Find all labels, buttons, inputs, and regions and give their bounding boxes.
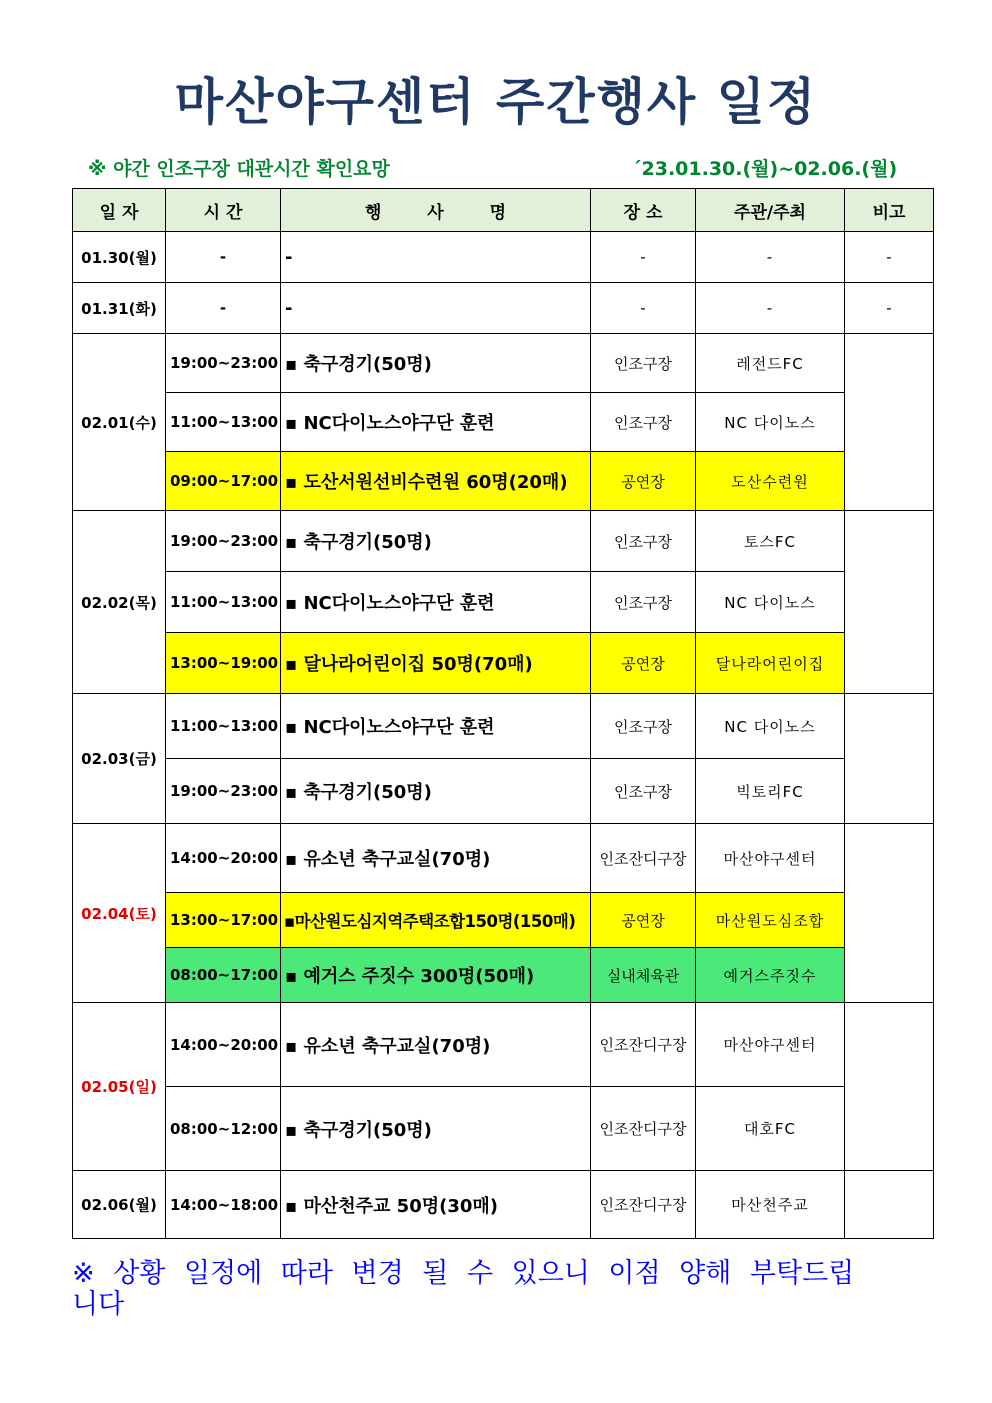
header-note: 비고 <box>845 189 934 232</box>
table-row <box>73 393 934 452</box>
event-cell: ▪ 축구경기(50명) <box>281 759 591 824</box>
time-cell: 09:00~17:00 <box>166 452 281 511</box>
note-cell <box>845 511 934 694</box>
date-cell: 01.31(화) <box>73 283 166 334</box>
table-row <box>73 452 934 511</box>
place-cell: 인조구장 <box>591 694 696 759</box>
table-row <box>73 948 934 1003</box>
time-cell: 14:00~20:00 <box>166 1003 281 1087</box>
event-cell: ▪ NC다이노스야구단 훈련 <box>281 572 591 633</box>
event-cell: ▪ 달나라어린이집 50명(70매) <box>281 633 591 694</box>
host-cell: 예거스주짓수 <box>696 948 845 1003</box>
footer-notice: ※ 상황 일정에 따라 변경 될 수 있으니 이점 양해 부탁드립니다 <box>72 1258 855 1320</box>
host-cell: NC 다이노스 <box>696 694 845 759</box>
table-row <box>73 633 934 694</box>
place-cell: 공연장 <box>591 452 696 511</box>
time-cell: 14:00~20:00 <box>166 824 281 893</box>
header-place: 장 소 <box>591 189 696 232</box>
event-cell: ▪ 유소년 축구교실(70명) <box>281 824 591 893</box>
time-cell: 13:00~19:00 <box>166 633 281 694</box>
place-cell: 인조잔디구장 <box>591 824 696 893</box>
event-cell: ▪ NC다이노스야구단 훈련 <box>281 694 591 759</box>
event-cell: - <box>281 283 591 334</box>
table-row <box>73 1003 934 1087</box>
header-time: 시 간 <box>166 189 281 232</box>
table-row <box>73 694 934 759</box>
time-cell: 19:00~23:00 <box>166 334 281 393</box>
host-cell: 마산야구센터 <box>696 1003 845 1087</box>
event-cell: ▪ NC다이노스야구단 훈련 <box>281 393 591 452</box>
host-cell: - <box>696 283 845 334</box>
note-cell <box>845 1003 934 1171</box>
time-cell: 08:00~12:00 <box>166 1087 281 1171</box>
header-event: 행 사 명 <box>281 189 591 232</box>
event-cell: ▪ 축구경기(50명) <box>281 511 591 572</box>
host-cell: 마산야구센터 <box>696 824 845 893</box>
date-cell: 02.06(월) <box>73 1171 166 1239</box>
place-cell: - <box>591 232 696 283</box>
host-cell: 달나라어린이집 <box>696 633 845 694</box>
place-cell: 인조잔디구장 <box>591 1171 696 1239</box>
place-cell: 인조잔디구장 <box>591 1087 696 1171</box>
note-cell <box>845 1171 934 1239</box>
host-cell: 레전드FC <box>696 334 845 393</box>
time-cell: 13:00~17:00 <box>166 893 281 948</box>
date-cell: 02.01(수) <box>73 334 166 511</box>
event-cell: ▪ 마산천주교 50명(30매) <box>281 1171 591 1239</box>
table-row <box>73 824 934 893</box>
header-row <box>73 189 934 232</box>
note-cell: - <box>845 232 934 283</box>
event-cell: ▪ 예거스 주짓수 300명(50매) <box>281 948 591 1003</box>
time-cell: 19:00~23:00 <box>166 759 281 824</box>
table-row <box>73 1171 934 1239</box>
table-row <box>73 759 934 824</box>
place-cell: 인조구장 <box>591 759 696 824</box>
table-row <box>73 572 934 633</box>
host-cell: 대호FC <box>696 1087 845 1171</box>
place-cell: 공연장 <box>591 633 696 694</box>
time-cell: - <box>166 232 281 283</box>
table-row <box>73 893 934 948</box>
time-cell: - <box>166 283 281 334</box>
event-cell: ▪ 도산서원선비수련원 60명(20매) <box>281 452 591 511</box>
time-cell: 19:00~23:00 <box>166 511 281 572</box>
date-cell: 02.02(목) <box>73 511 166 694</box>
table-row <box>73 1087 934 1171</box>
event-cell: ▪ 유소년 축구교실(70명) <box>281 1003 591 1087</box>
time-cell: 11:00~13:00 <box>166 572 281 633</box>
event-cell: ▪ 축구경기(50명) <box>281 1087 591 1171</box>
note-cell: - <box>845 283 934 334</box>
date-range: ´23.01.30.(월)~02.06.(월) <box>632 158 898 180</box>
host-cell: NC 다이노스 <box>696 572 845 633</box>
date-cell: 02.03(금) <box>73 694 166 824</box>
place-cell: 인조구장 <box>591 334 696 393</box>
note-cell <box>845 334 934 511</box>
event-cell: ▪마산원도심지역주택조합150명(150매) <box>281 893 591 948</box>
note-cell <box>845 694 934 824</box>
page-title: 마산야구센터 주간행사 일정 <box>174 73 818 131</box>
date-cell: 02.05(일) <box>73 1003 166 1171</box>
time-cell: 08:00~17:00 <box>166 948 281 1003</box>
table-row <box>73 283 934 334</box>
place-cell: 인조구장 <box>591 393 696 452</box>
table-row <box>73 511 934 572</box>
event-cell: ▪ 축구경기(50명) <box>281 334 591 393</box>
header-host: 주관/주최 <box>696 189 845 232</box>
schedule-table <box>72 188 934 1239</box>
host-cell: NC 다이노스 <box>696 393 845 452</box>
notice-subtitle: ※ 야간 인조구장 대관시간 확인요망 <box>88 158 390 180</box>
date-cell: 02.04(토) <box>73 824 166 1003</box>
place-cell: 공연장 <box>591 893 696 948</box>
date-cell: 01.30(월) <box>73 232 166 283</box>
place-cell: 인조구장 <box>591 572 696 633</box>
event-cell: - <box>281 232 591 283</box>
table-row <box>73 334 934 393</box>
time-cell: 11:00~13:00 <box>166 694 281 759</box>
host-cell: 마산원도심조합 <box>696 893 845 948</box>
place-cell: 실내체육관 <box>591 948 696 1003</box>
header-date: 일 자 <box>73 189 166 232</box>
host-cell: 마산천주교 <box>696 1171 845 1239</box>
host-cell: 토스FC <box>696 511 845 572</box>
host-cell: 빅토리FC <box>696 759 845 824</box>
time-cell: 14:00~18:00 <box>166 1171 281 1239</box>
host-cell: 도산수련원 <box>696 452 845 511</box>
place-cell: - <box>591 283 696 334</box>
table-row <box>73 232 934 283</box>
place-cell: 인조잔디구장 <box>591 1003 696 1087</box>
host-cell: - <box>696 232 845 283</box>
place-cell: 인조구장 <box>591 511 696 572</box>
note-cell <box>845 824 934 1003</box>
time-cell: 11:00~13:00 <box>166 393 281 452</box>
